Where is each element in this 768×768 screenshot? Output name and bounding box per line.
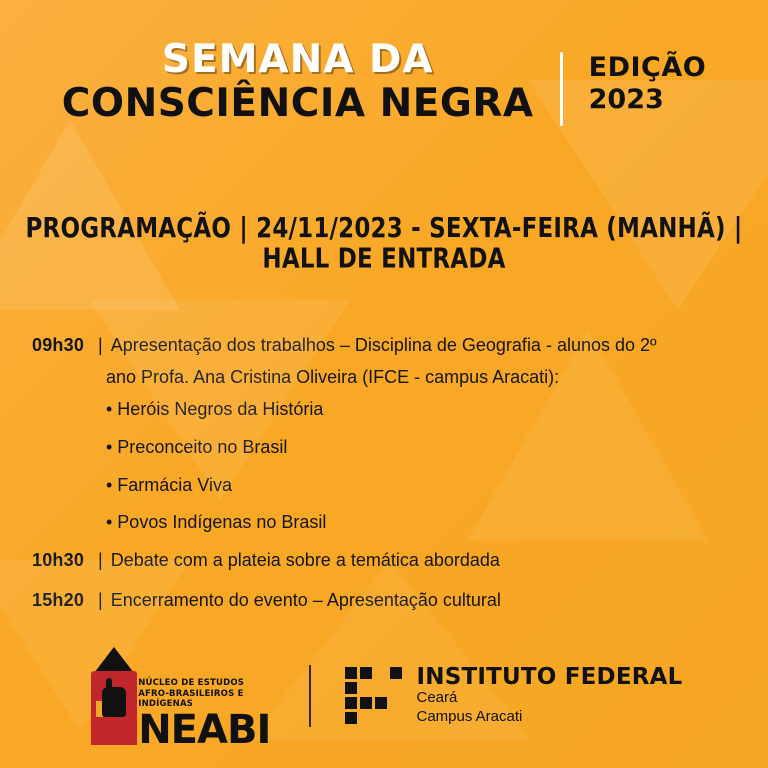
neabi-text-block (138, 678, 275, 751)
schedule-separator: | (98, 590, 103, 611)
edition-year: 2023 (588, 84, 664, 116)
if-cell (360, 667, 372, 679)
schedule-description: Debate com a plateia sobre a temática abordada (110, 550, 500, 571)
edition-block (589, 52, 707, 117)
schedule-desc-italic: campus (425, 366, 489, 387)
footer-divider (309, 665, 311, 727)
schedule-bullet: • Heróis Negros da História (106, 398, 324, 419)
event-title-block (61, 37, 534, 126)
neabi-subtitle-line-1: NÚCLEO DE ESTUDOS (138, 678, 245, 689)
if-cell (360, 712, 372, 724)
if-cell (375, 697, 387, 709)
if-cell (345, 712, 357, 724)
if-cell (390, 712, 402, 724)
schedule-desc-post: Aracati): (488, 366, 560, 387)
instituto-federal-mark-icon (345, 667, 402, 724)
if-cell (345, 667, 357, 679)
if-cell (360, 697, 372, 709)
if-cell (375, 667, 387, 679)
neabi-roof-shape (94, 647, 134, 673)
poster-footer (0, 636, 768, 756)
poster-header (0, 0, 768, 126)
schedule-time: 15h20 (32, 590, 85, 611)
decorative-triangle (90, 300, 350, 500)
decorative-triangle (468, 330, 708, 540)
schedule-bullet: • Preconceito no Brasil (106, 436, 288, 457)
edition-label: EDIÇÃO (588, 52, 707, 83)
instituto-federal-text-block (416, 665, 682, 727)
schedule-bullet: • Farmácia Viva (106, 474, 233, 495)
schedule-separator: | (98, 550, 103, 571)
if-cell (390, 682, 402, 694)
program-bar: PROGRAMAÇÃO | 24/11/2023 - SEXTA-FEIRA (MANHÃ) | HALL DE ENTRADA (25, 213, 743, 275)
if-cell (345, 682, 357, 694)
instituto-federal-state: Ceará (416, 689, 458, 707)
neabi-wordmark: NEABI (138, 707, 271, 753)
schedule-time: 10h30 (32, 550, 85, 571)
if-cell (345, 697, 357, 709)
if-cell (360, 682, 372, 694)
schedule-time: 09h30 (32, 335, 85, 355)
schedule-bullet: • Povos Indígenas no Brasil (106, 512, 327, 533)
raised-fist-icon (85, 647, 134, 751)
schedule-desc-pre: ano Profa. Ana Cristina Oliveira (IFCE - (106, 366, 426, 387)
neabi-subtitle-line-2: AFRO-BRASILEIROS E INDÍGENAS (138, 688, 244, 709)
schedule-description: Apresentação dos trabalhos – Disciplina de Geografia - alunos do 2º (110, 335, 657, 355)
event-title-line-1: SEMANA DA (161, 37, 434, 82)
instituto-federal-name: INSTITUTO FEDERAL (416, 664, 683, 691)
schedule-description: Encerramento do evento – Apresentação cultural (110, 590, 501, 611)
instituto-federal-campus: Campus Aracati (416, 708, 523, 726)
if-cell (390, 697, 402, 709)
if-cell (375, 712, 387, 724)
neabi-logo (85, 641, 275, 751)
header-divider (560, 52, 563, 126)
if-cell (390, 667, 402, 679)
fist-shape (102, 687, 126, 717)
schedule-separator: | (98, 335, 103, 355)
instituto-federal-logo (345, 665, 682, 727)
event-title-line-2: CONSCIÊNCIA NEGRA (61, 80, 534, 126)
if-cell (375, 682, 387, 694)
